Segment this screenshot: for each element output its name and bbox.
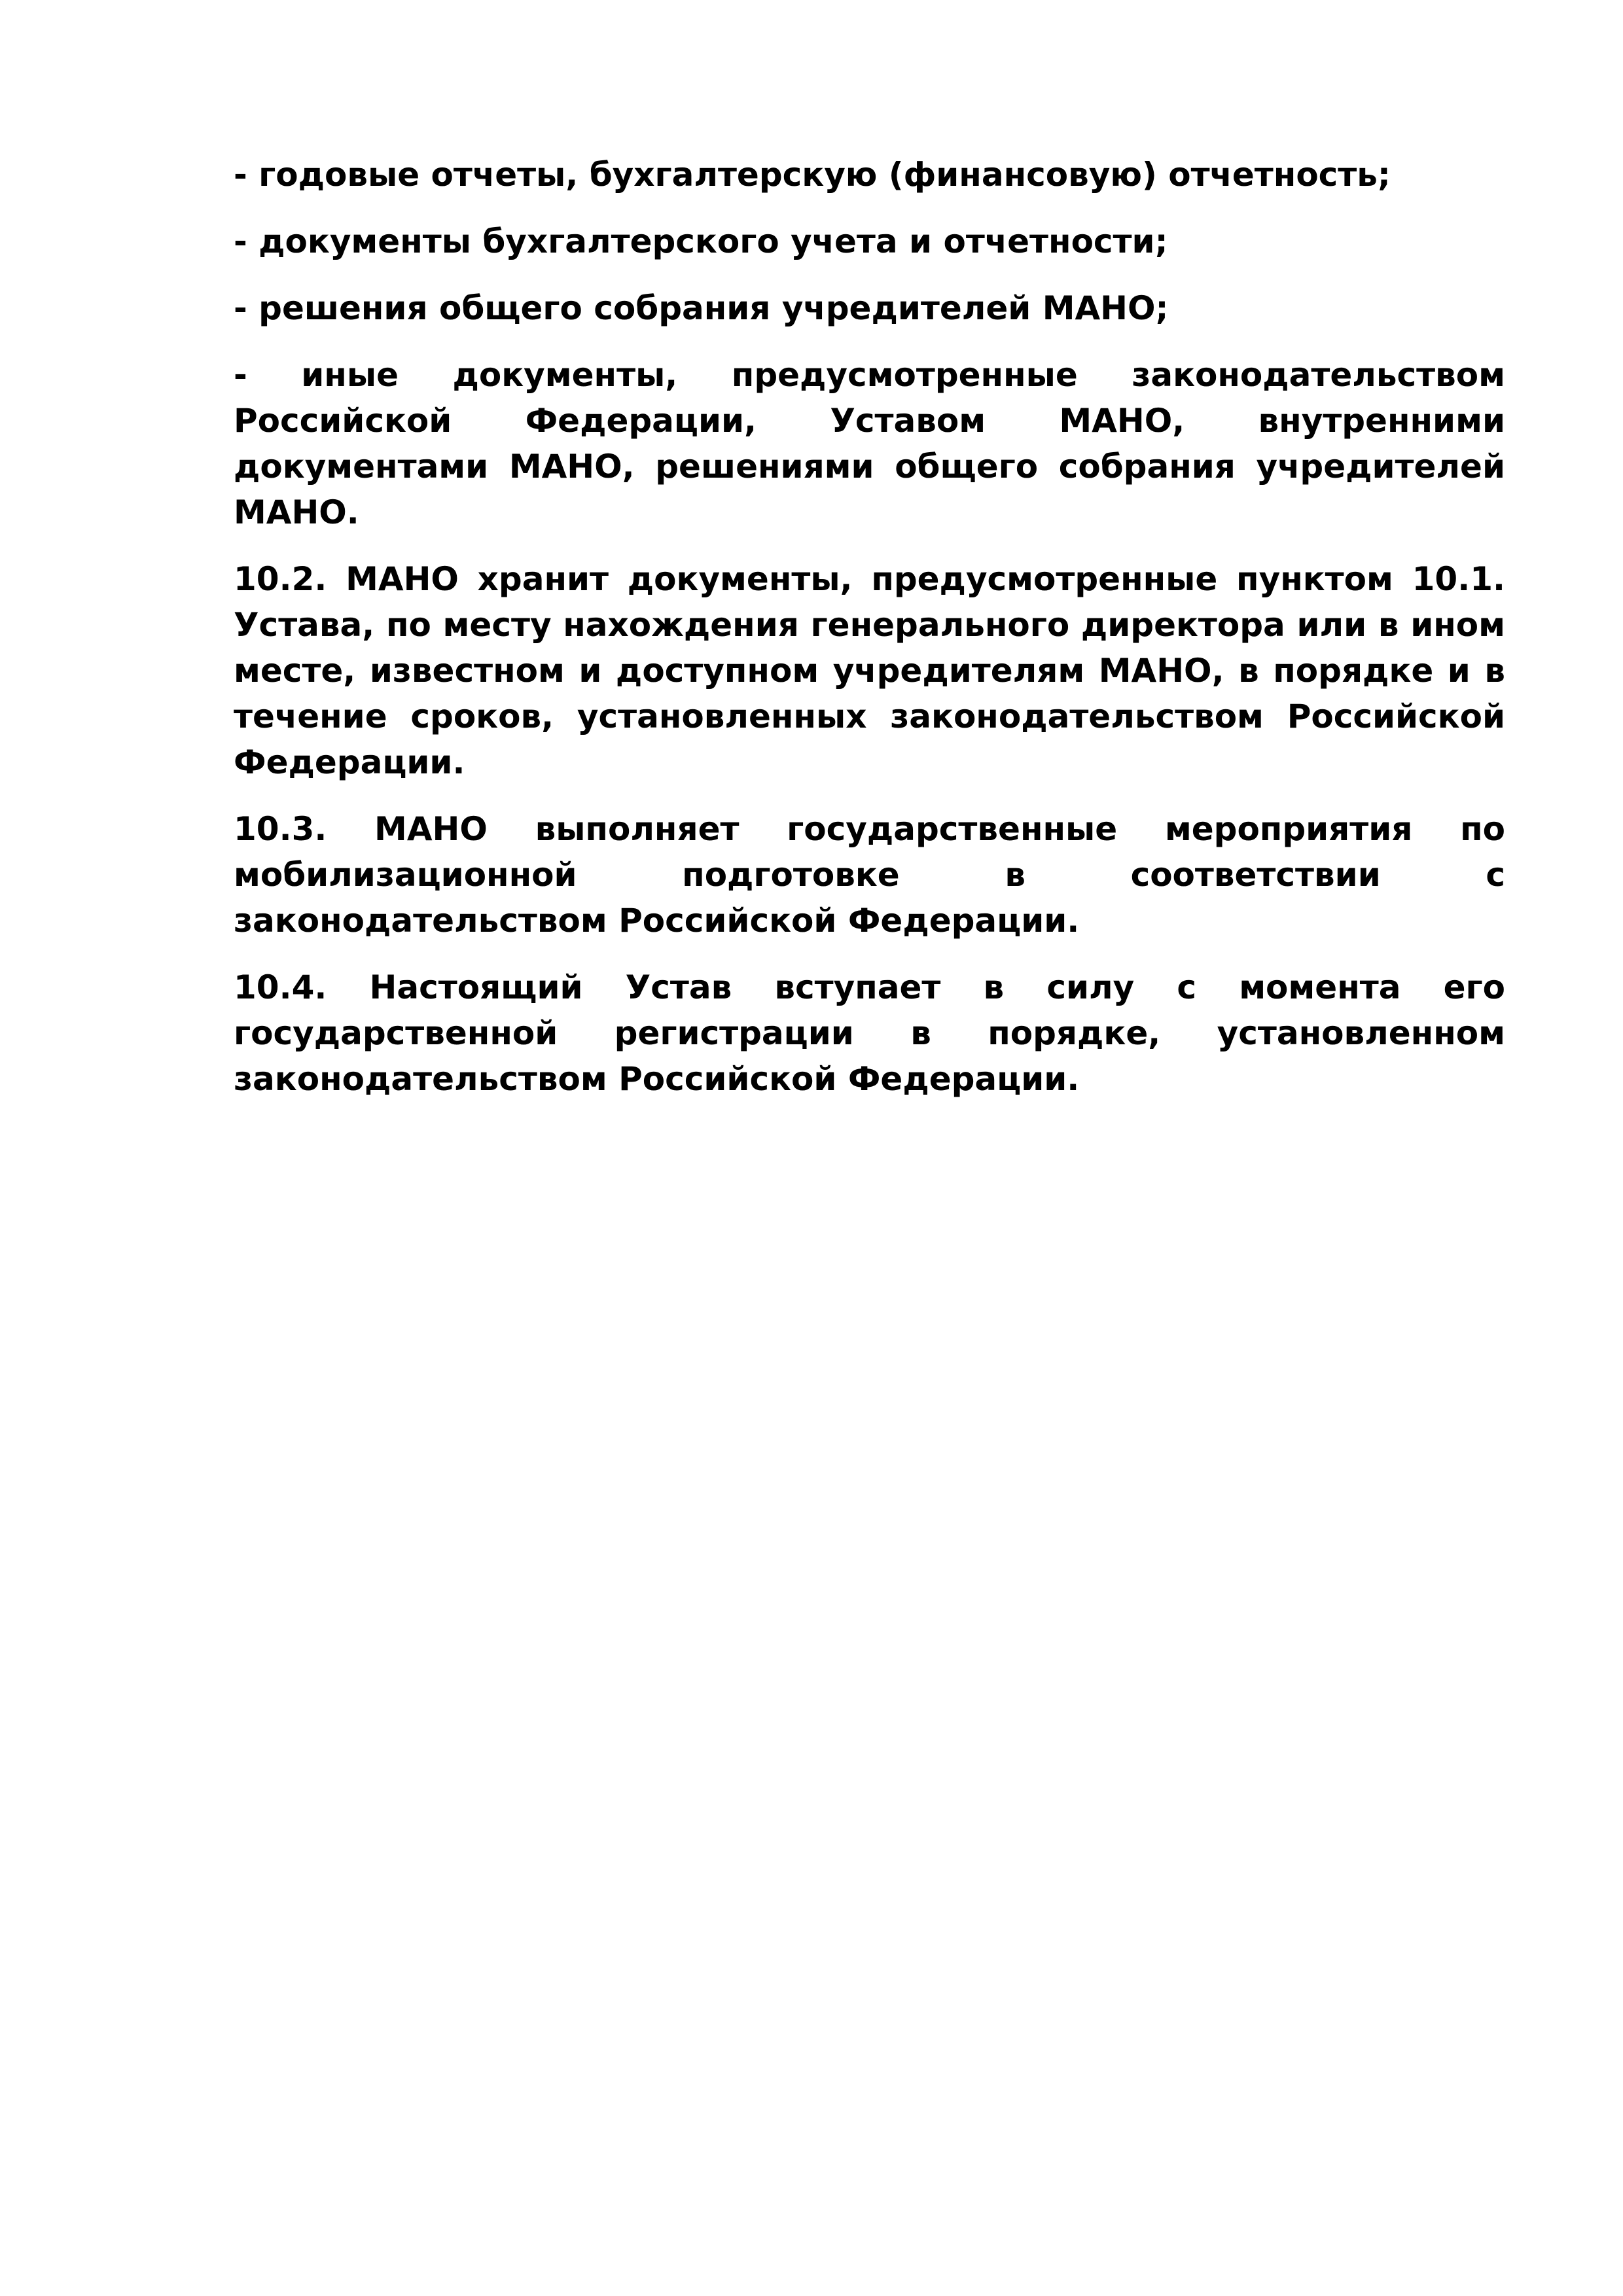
document-body xyxy=(234,152,1505,1123)
clause-10-4: 10.4. Настоящий Устав вступает в силу с момента его государственной регистрации в порядке, установленном законодательством Российской Федерации. xyxy=(234,968,1505,1098)
clause-10-3: 10.3. МАНО выполняет государственные мероприятия по мобилизационной подготовке в соответствии с законодательством Российской Федерации. xyxy=(234,810,1505,940)
clause-10-2: 10.2. МАНО хранит документы, предусмотренные пунктом 10.1. Устава, по месту нахождения генерального директора или в ином месте, известном и доступном учредителям МАНО, в порядке и в течение сроков, установленных законодательством Российской Федерации. xyxy=(234,560,1505,781)
list-item-accounting-documents: - документы бухгалтерского учета и отчетности; xyxy=(234,222,1168,260)
list-item-other-documents: - иные документы, предусмотренные законодательством Российской Федерации, Уставом МАНО, внутренними документами МАНО, решениями общего собрания учредителей МАНО. xyxy=(234,356,1505,531)
list-item-annual-reports: - годовые отчеты, бухгалтерскую (финансовую) отчетность; xyxy=(234,156,1391,194)
list-item-founders-decisions: - решения общего собрания учредителей МАНО; xyxy=(234,289,1169,327)
